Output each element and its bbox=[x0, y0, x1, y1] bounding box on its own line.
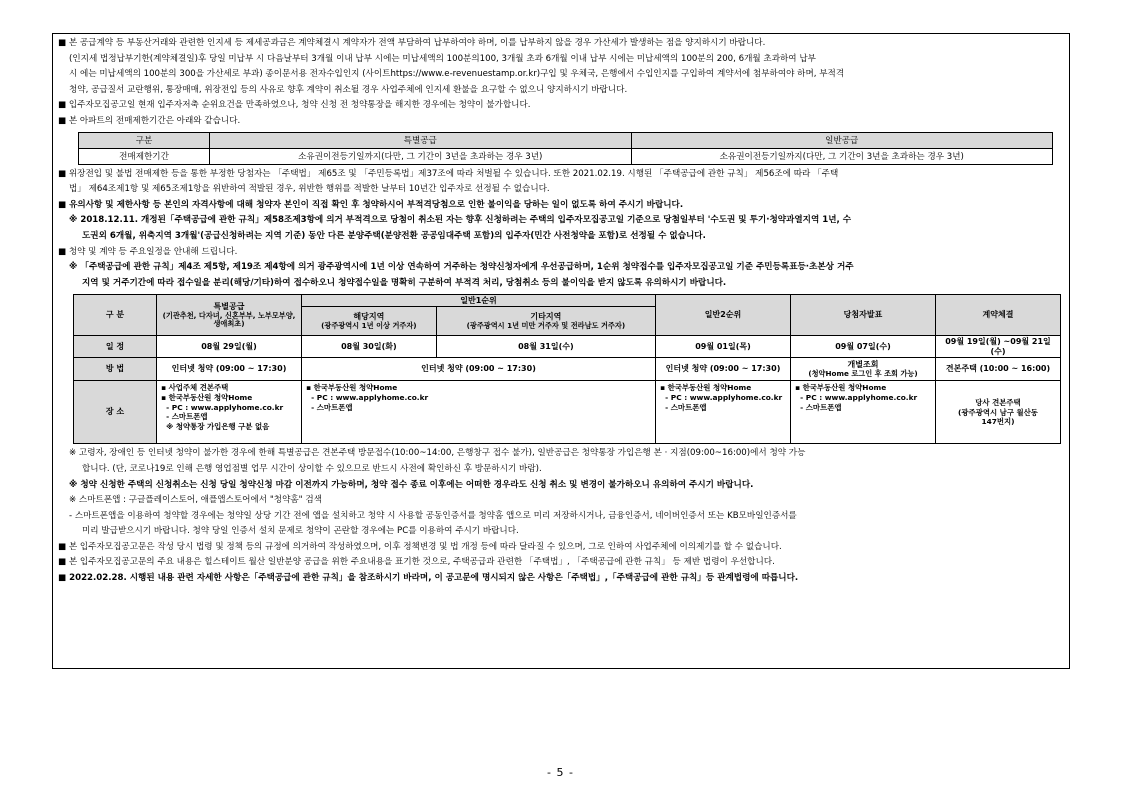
schedule-header-special-sub: (기관추천, 다자녀, 신혼부부, 노부모부양, 생애최초) bbox=[162, 310, 296, 329]
schedule-row-date-label: 일 정 bbox=[74, 336, 157, 358]
schedule-header-local-sub: (광주광역시 1년 이상 거주자) bbox=[321, 320, 417, 330]
schedule-header-local bbox=[302, 307, 437, 336]
schedule-header-other bbox=[436, 307, 655, 336]
resale-row-label: 전매제한기간 bbox=[79, 148, 210, 164]
schedule-method-first: 인터넷 청약 (09:00 ~ 17:30) bbox=[302, 358, 656, 381]
schedule-place-second bbox=[656, 381, 791, 444]
notice-line: ■ 유의사항 및 제한사항 등 본인의 자격사항에 대해 청약자 본인이 직접 확인 후 청약하시어 부적격당첨으로 인한 불이익을 당하는 일이 없도록 하여 주시기 바랍니다. bbox=[58, 199, 684, 210]
schedule-header-general2: 일반2순위 bbox=[656, 295, 791, 336]
schedule-method-announce bbox=[791, 358, 936, 381]
schedule-row-method-label: 방 법 bbox=[74, 358, 157, 381]
place-item: - 스마트폰앱 bbox=[161, 412, 208, 422]
notice-line: ■ 본 입주자모집공고문의 주요 내용은 힐스테이트 월산 일반분양 공급을 위한 주요내용을 표기한 것으로, 주택공급과 관련한 「주택법」, 「주택공급에 관한 규칙」 등 제반 법령이 우선합니다. bbox=[58, 557, 775, 568]
schedule-date-other: 08월 31일(수) bbox=[436, 336, 655, 358]
notice-bottom-lines bbox=[58, 446, 1064, 586]
notice-line: 미리 발급받으시기 바랍니다. 청약 당일 인증서 설치 문제로 청약이 곤란할 경우에는 PC를 이용하여 주시기 바랍니다. bbox=[82, 526, 519, 537]
place-item: - 스마트폰앱 bbox=[795, 402, 842, 412]
notice-line: ※ 2018.12.11. 개정된「주택공급에 관한 규칙」제58조제3항에 의거 부적격으로 당첨이 취소된 자는 향후 신청하려는 주택의 입주자모집공고일 기준으로 당첨일부터 '수도권 및 투기·청약과열지역 1년, 수 bbox=[69, 215, 852, 226]
notice-line: 도권외 6개월, 위축지역 3개월'(공급신청하려는 지역 기준) 동안 다른 분양주택(분양전환 공공임대주택 포함)의 입주자(민간 사전청약을 포함)로 선정될 수 없습니다. bbox=[82, 230, 706, 241]
notice-line: 지역 및 거주기간에 따라 접수일을 분리(해당/기타)하여 접수하오니 청약접수일을 명확히 구분하여 부적격 처리, 당첨취소 등의 불이익을 받지 않도록 유의하시기 바랍니다. bbox=[82, 277, 727, 288]
schedule-row-place-label: 장 소 bbox=[74, 381, 157, 444]
schedule-header-gubun: 구 분 bbox=[74, 295, 157, 336]
schedule-header-other-sub: (광주광역시 1년 미만 거주자 및 전라남도 거주자) bbox=[466, 320, 626, 330]
schedule-date-special: 08월 29일(월) bbox=[157, 336, 302, 358]
notice-line: (인지세 법정납부기한(계약체결일)후 당일 미납부 시 다음날부터 3개월 이내 납부 시에는 미납세액의 100분의100, 3개월 초과 6개월 이내 납부 시에는 미납세액의 100분의 200, 6개월 초과하여 납부 bbox=[69, 53, 816, 64]
place-item: ▪ 한국부동산원 청약Home bbox=[660, 383, 752, 393]
resale-header-special: 특별공급 bbox=[210, 132, 632, 148]
schedule-table bbox=[73, 294, 1061, 444]
notice-line: 합니다. (단, 코로나19로 인해 은행 영업점별 업무 시간이 상이할 수 있으므로 반드시 사전에 확인하신 후 방문하시기 바람). bbox=[82, 463, 542, 474]
schedule-place-announce bbox=[791, 381, 936, 444]
place-item: - PC : www.applyhome.co.kr bbox=[795, 392, 918, 402]
schedule-date-general2: 09월 01일(목) bbox=[656, 336, 791, 358]
place-item: (광주광역시 남구 월산동 bbox=[958, 407, 1038, 417]
place-item: ※ 청약통장 가입은행 구분 없음 bbox=[161, 421, 270, 431]
place-item: - 스마트폰앱 bbox=[306, 402, 353, 412]
notice-line: ■ 2022.02.28. 시행된 내용 관련 자세한 사항은「주택공급에 관한 규칙」을 참조하시기 바라며, 이 공고문에 명시되지 않은 사항은「주택법」,「주택공급에 관한 규칙」등 관계법령에 따릅니다. bbox=[58, 573, 799, 584]
schedule-method-second: 인터넷 청약 (09:00 ~ 17:30) bbox=[656, 358, 791, 381]
resale-header-gubun: 구분 bbox=[79, 132, 210, 148]
notice-line: ※ 고령자, 장애인 등 인터넷 청약이 불가한 경우에 한해 특별공급은 견본주택 방문접수(10:00~14:00, 은행창구 접수 불가), 일반공급은 청약통장 가입은행 본 · 지점(09:00~16:00)에서 청약 가능 bbox=[69, 448, 806, 459]
place-item: 147번지) bbox=[981, 417, 1015, 427]
schedule-place-special bbox=[157, 381, 302, 444]
place-item: - PC : www.applyhome.co.kr bbox=[306, 392, 429, 402]
schedule-method-contract: 견본주택 (10:00 ~ 16:00) bbox=[936, 358, 1061, 381]
schedule-date-local: 08월 30일(화) bbox=[302, 336, 437, 358]
schedule-header-contract: 계약체결 bbox=[936, 295, 1061, 336]
resale-header-general: 일반공급 bbox=[631, 132, 1053, 148]
schedule-header-local-title: 해당지역 bbox=[353, 311, 385, 321]
schedule-place-contract bbox=[936, 381, 1061, 444]
notice-line: ※ 스마트폰앱 : 구글플레이스토어, 애플앱스토어에서 "청약홈" 검색 bbox=[69, 495, 322, 506]
notice-frame bbox=[52, 33, 1070, 669]
notice-line: 법」 제64조제1항 및 제65조제1항을 위반하여 적발된 경우, 위반한 행위를 적발한 날부터 10년간 입주자로 선정될 수 없습니다. bbox=[69, 184, 550, 195]
notice-line: ■ 위장전입 및 불법 전매제한 등을 통한 부정한 당첨자는 「주택법」 제65조 및 「주민등록법」제37조에 따라 처벌될 수 있습니다. 또한 2021.02.19. 시행된 「주택공급에 관한 규칙」 제56조에 따라 「주택 bbox=[58, 168, 839, 179]
notice-middle-lines bbox=[58, 167, 1064, 292]
notice-top-lines bbox=[58, 36, 1064, 130]
place-item: - PC : www.applyhome.co.kr bbox=[660, 392, 783, 402]
place-item: ▪ 한국부동산원 청약Home bbox=[306, 383, 398, 393]
schedule-date-contract: 09월 19일(월) ~09월 21일(수) bbox=[936, 336, 1061, 358]
schedule-place-first bbox=[302, 381, 656, 444]
schedule-method-special: 인터넷 청약 (09:00 ~ 17:30) bbox=[157, 358, 302, 381]
place-item: - 스마트폰앱 bbox=[660, 402, 707, 412]
place-item: 당사 견본주택 bbox=[975, 397, 1021, 407]
notice-line: ■ 본 입주자모집공고문은 작성 당시 법령 및 정책 등의 규정에 의거하여 작성하였으며, 이후 정책변경 및 법 개정 등에 따라 달라질 수 있으며, 그로 인하여 사업주체에 이의제기를 할 수 없습니다. bbox=[58, 541, 782, 552]
place-item: - PC : www.applyhome.co.kr bbox=[161, 402, 284, 412]
place-item: ▪ 사업주체 견본주택 bbox=[161, 383, 229, 393]
place-item: ▪ 한국부동산원 청약Home bbox=[161, 392, 253, 402]
notice-line: 청약, 공급질서 교란행위, 통장매매, 위장전입 등의 사유로 향후 계약이 취소될 경우 사업주체에 인지세 환불을 요구할 수 없으니 양지하시기 바랍니다. bbox=[69, 84, 628, 95]
schedule-header-general1: 일반1순위 bbox=[302, 295, 656, 307]
notice-line: ※ 「주택공급에 관한 규칙」제4조 제5항, 제19조 제4항에 의거 광주광역시에 1년 이상 연속하여 거주하는 청약신청자에게 우선공급하며, 1순위 청약접수를 입주자모집공고일 기준 주민등록표등·초본상 거주 bbox=[69, 262, 854, 273]
resale-restriction-table bbox=[78, 132, 1053, 165]
place-item: ▪ 한국부동산원 청약Home bbox=[795, 383, 887, 393]
schedule-header-other-title: 기타지역 bbox=[530, 311, 562, 321]
schedule-date-announce: 09월 07일(수) bbox=[791, 336, 936, 358]
notice-line: ※ 청약 신청한 주택의 신청취소는 신청 당일 청약신청 마감 이전까지 가능하며, 청약 접수 종료 이후에는 어떠한 경우라도 신청 취소 및 변경이 불가하오니 유의하여 주시기 바랍니다. bbox=[69, 479, 754, 490]
notice-line: ■ 청약 및 계약 등 주요일정을 안내해 드립니다. bbox=[58, 246, 238, 257]
notice-line: ■ 입주자모집공고일 현재 입주자저축 순위요건을 만족하였으나, 청약 신청 전 청약통장을 해지한 경우에는 청약이 불가합니다. bbox=[58, 100, 531, 111]
schedule-method-announce-sub: (청약Home 로그인 후 조회 가능) bbox=[808, 368, 918, 378]
schedule-header-special-title: 특별공급 bbox=[213, 301, 245, 311]
schedule-method-announce-title: 개별조회 bbox=[847, 359, 879, 369]
notice-line: 시 에는 미납세액의 100분의 300을 가산세로 부과) 종이문서용 전자수입인지 (사이트https://www.e-revenuestamp.or.kr)구입 및 우체국, 은행에서 수입인지를 구입하여 계약서에 첨부하여야 하며, 부적격 bbox=[69, 69, 845, 80]
resale-row-special: 소유권이전등기일까지(다만, 그 기간이 3년을 초과하는 경우 3년) bbox=[210, 148, 632, 164]
resale-row-general: 소유권이전등기일까지(다만, 그 기간이 3년을 초과하는 경우 3년) bbox=[631, 148, 1053, 164]
notice-line: - 스마트폰앱을 이용하여 청약할 경우에는 청약일 상당 기간 전에 앱을 설치하고 청약 시 사용할 공동인증서를 청약홈 앱으로 미리 저장하시거나, 금융인증서, 네이버인증서 또는 KB모바일인증서를 bbox=[69, 510, 797, 521]
page-number: - 5 - bbox=[547, 766, 574, 779]
notice-line: ■ 본 아파트의 전매제한기간은 아래와 같습니다. bbox=[58, 115, 241, 126]
schedule-header-announce: 당첨자발표 bbox=[791, 295, 936, 336]
notice-line: ■ 본 공급계약 등 부동산거래와 관련한 인지세 등 제세공과금은 계약체결시 계약자가 전액 부담하여 납부하여야 하며, 이를 납부하지 않을 경우 가산세가 발생하는 점을 양지하시기 바랍니다. bbox=[58, 38, 766, 48]
schedule-header-special bbox=[157, 295, 302, 336]
